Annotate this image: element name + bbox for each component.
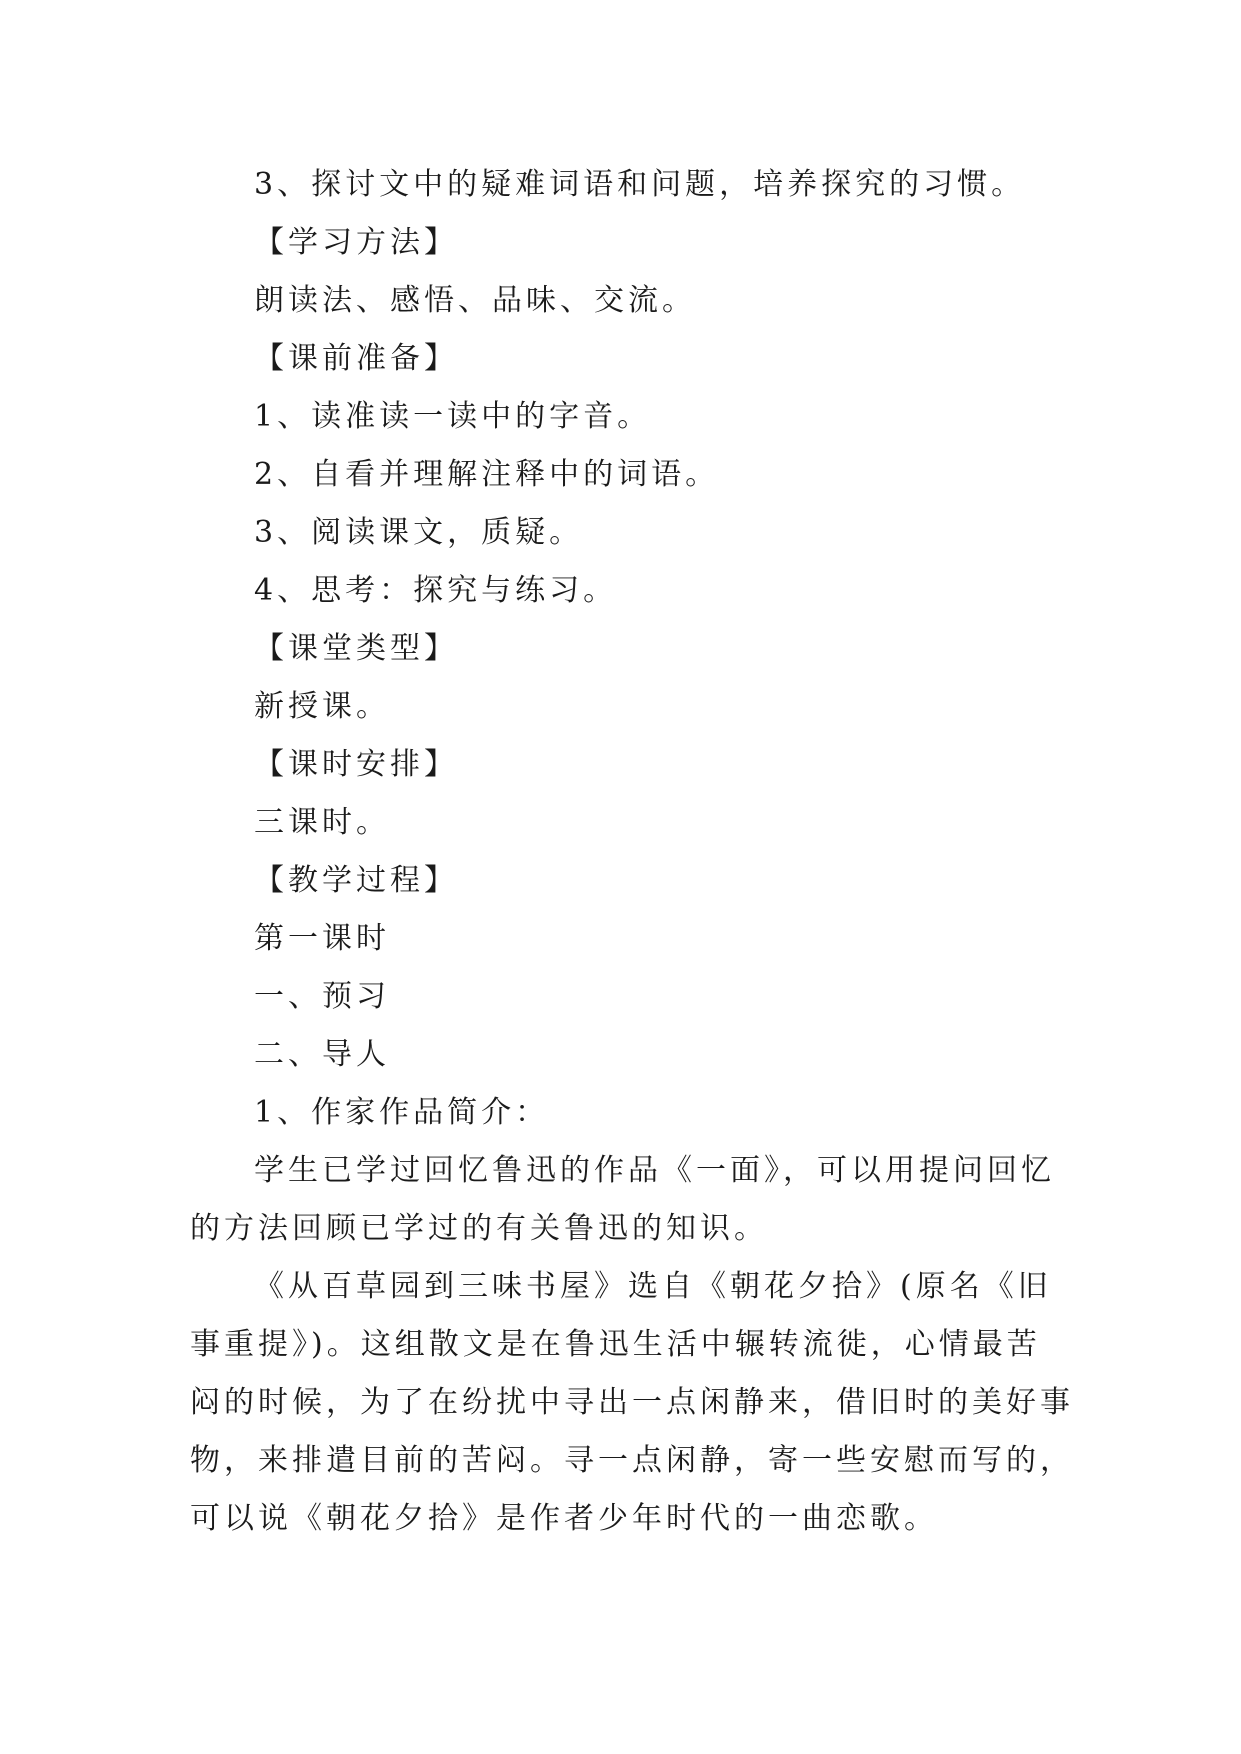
section-heading: 【课堂类型】 (254, 631, 458, 666)
paragraph-line: 学生已学过回忆鲁迅的作品《一面》，可以用提问回忆 (254, 1153, 1055, 1188)
section-heading: 【学习方法】 (254, 225, 458, 260)
paragraph-line: 朗读法、感悟、品味、交流。 (254, 283, 696, 318)
paragraph-line: 三课时。 (254, 805, 390, 840)
section-heading: 【课前准备】 (254, 341, 458, 376)
list-item: 4、思考：探究与练习。 (254, 573, 618, 608)
paragraph-line: 新授课。 (254, 689, 390, 724)
list-item: 一、预习 (254, 979, 390, 1014)
document-body (190, 156, 1074, 1548)
paragraph-line: 《从百草园到三味书屋》选自《朝花夕拾》(原名《旧 (254, 1269, 1052, 1304)
paragraph-line: 物，来排遣目前的苦闷。寻一点闲静，寄一些安慰而写的， (190, 1443, 1074, 1478)
list-item: 3、阅读课文，质疑。 (254, 515, 584, 550)
paragraph-line: 闷的时候，为了在纷扰中寻出一点闲静来，借旧时的美好事 (190, 1385, 1074, 1420)
list-item: 1、作家作品简介： (254, 1095, 550, 1130)
paragraph-line: 可以说《朝花夕拾》是作者少年时代的一曲恋歌。 (190, 1501, 938, 1536)
paragraph-line: 的方法回顾已学过的有关鲁迅的知识。 (190, 1211, 768, 1246)
list-item: 2、自看并理解注释中的词语。 (254, 457, 720, 492)
paragraph-line: 事重提》)。这组散文是在鲁迅生活中辗转流徙，心情最苦 (190, 1327, 1041, 1362)
paragraph-line: 3、探讨文中的疑难词语和问题，培养探究的习惯。 (254, 167, 1026, 202)
list-item: 二、导人 (254, 1037, 390, 1072)
section-heading: 【教学过程】 (254, 863, 458, 898)
section-heading: 【课时安排】 (254, 747, 458, 782)
list-item: 1、读准读一读中的字音。 (254, 399, 652, 434)
subheading: 第一课时 (254, 921, 390, 956)
